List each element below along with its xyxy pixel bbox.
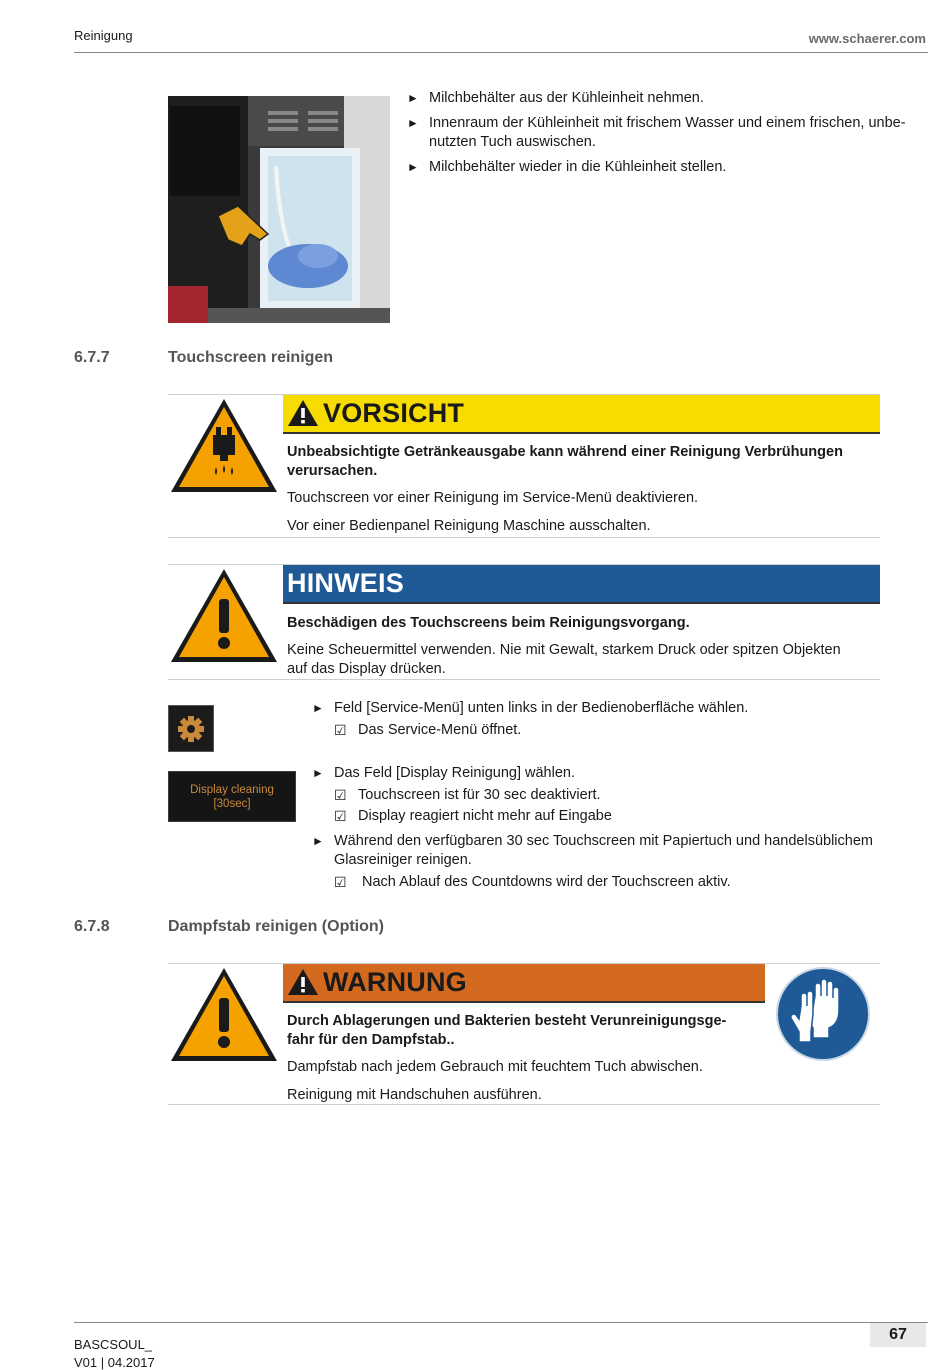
bullet-arrow-icon: ► <box>407 160 419 174</box>
warnung-line-1: Dampfstab nach jedem Gebrauch mit feuchtem Tuch abwischen. <box>287 1059 703 1075</box>
display-cleaning-button[interactable]: Display cleaning [30sec] <box>168 771 296 822</box>
checkbox-icon: ☑ <box>334 808 347 824</box>
result-touchscreen-active: ☑ Nach Ablauf des Countdowns wird der Touchscreen aktiv. <box>334 874 731 890</box>
warnung-banner <box>283 964 765 1003</box>
checkbox-icon: ☑ <box>334 787 347 803</box>
warning-triangle-icon <box>287 399 319 427</box>
vorsicht-line-2: Vor einer Bedienpanel Reinigung Maschine ausschalten. <box>287 518 651 534</box>
step-display-cleaning: ► Das Feld [Display Reinigung] wählen. <box>312 765 575 781</box>
checkbox-icon: ☑ <box>334 874 347 890</box>
bullet-arrow-icon: ► <box>312 701 324 715</box>
result-no-input: ☑ Display reagiert nicht mehr auf Eingabe <box>334 808 612 824</box>
vorsicht-banner <box>283 395 880 434</box>
hot-liquid-warning-icon <box>169 397 279 495</box>
vorsicht-line-1: Touchscreen vor einer Reinigung im Service-Menü deaktivieren. <box>287 490 699 506</box>
section-number: 6.7.8 <box>74 918 110 935</box>
bullet-arrow-icon: ► <box>407 116 419 130</box>
warnung-bold-text: Durch Ablagerungen und Bakterien besteht Verunreinigungsge- fahr für den Dampfstab.. <box>287 1013 727 1048</box>
exclamation-warning-icon <box>169 567 279 665</box>
warnung-line-2: Reinigung mit Handschuhen ausführen. <box>287 1087 542 1103</box>
header-website: www.schaerer.com <box>808 31 926 46</box>
bullet-arrow-icon: ► <box>407 91 419 105</box>
intro-step-2: ► Innenraum der Kühleinheit mit frischem Wasser und einem frischen, unbe- nutzten Tuch auswischen. <box>407 115 906 150</box>
header-section-title: Reinigung <box>74 28 133 43</box>
gloves-mandatory-icon <box>775 966 871 1062</box>
footer-doc-id: BASCSOUL_ <box>74 1337 153 1352</box>
hinweis-bold-text: Beschädigen des Touchscreens beim Reinigungsvorgang. <box>287 615 690 631</box>
step-clean-touchscreen: ► Während den verfügbaren 30 sec Touchscreen mit Papiertuch und handelsüblichem Glasreiniger reinigen. <box>312 833 873 868</box>
cooling-unit-photo <box>168 96 390 323</box>
result-touchscreen-deactivated: ☑ Touchscreen ist für 30 sec deaktiviert. <box>334 787 601 803</box>
header-rule <box>74 52 928 53</box>
step-service-menu: ► Feld [Service-Menü] unten links in der Bedienoberfläche wählen. <box>312 700 749 716</box>
hinweis-label: HINWEIS <box>287 568 404 598</box>
footer-version: V01 | 04.2017 <box>74 1355 155 1370</box>
vorsicht-label: VORSICHT <box>323 398 465 428</box>
section-number: 6.7.7 <box>74 349 110 366</box>
service-menu-button[interactable] <box>168 705 214 752</box>
exclamation-warning-icon <box>169 966 279 1064</box>
page-number: 67 <box>870 1323 926 1347</box>
result-service-menu: ☑ Das Service-Menü öffnet. <box>334 722 522 738</box>
gear-icon <box>169 706 213 751</box>
warning-triangle-icon <box>287 968 319 996</box>
bullet-arrow-icon: ► <box>312 834 324 848</box>
warnung-label: WARNUNG <box>323 967 467 997</box>
section-title: Touchscreen reinigen <box>168 349 334 366</box>
section-title: Dampfstab reinigen (Option) <box>168 918 384 935</box>
footer-rule <box>74 1322 928 1323</box>
hinweis-text: Keine Scheuermittel verwenden. Nie mit Gewalt, starkem Druck oder spitzen Objekten auf das Display drücken. <box>287 642 841 677</box>
intro-step-1: ► Milchbehälter aus der Kühleinheit nehmen. <box>407 90 704 106</box>
warnung-bottom-rule <box>168 1104 880 1105</box>
hinweis-bottom-rule <box>168 679 880 680</box>
hinweis-banner <box>283 565 880 604</box>
intro-step-3: ► Milchbehälter wieder in die Kühleinheit stellen. <box>407 159 727 175</box>
vorsicht-bottom-rule <box>168 537 880 538</box>
bullet-arrow-icon: ► <box>312 766 324 780</box>
vorsicht-bold-text: Unbeabsichtigte Getränkeausgabe kann während einer Reinigung Verbrühungen verursachen. <box>287 444 843 479</box>
checkbox-icon: ☑ <box>334 722 347 738</box>
